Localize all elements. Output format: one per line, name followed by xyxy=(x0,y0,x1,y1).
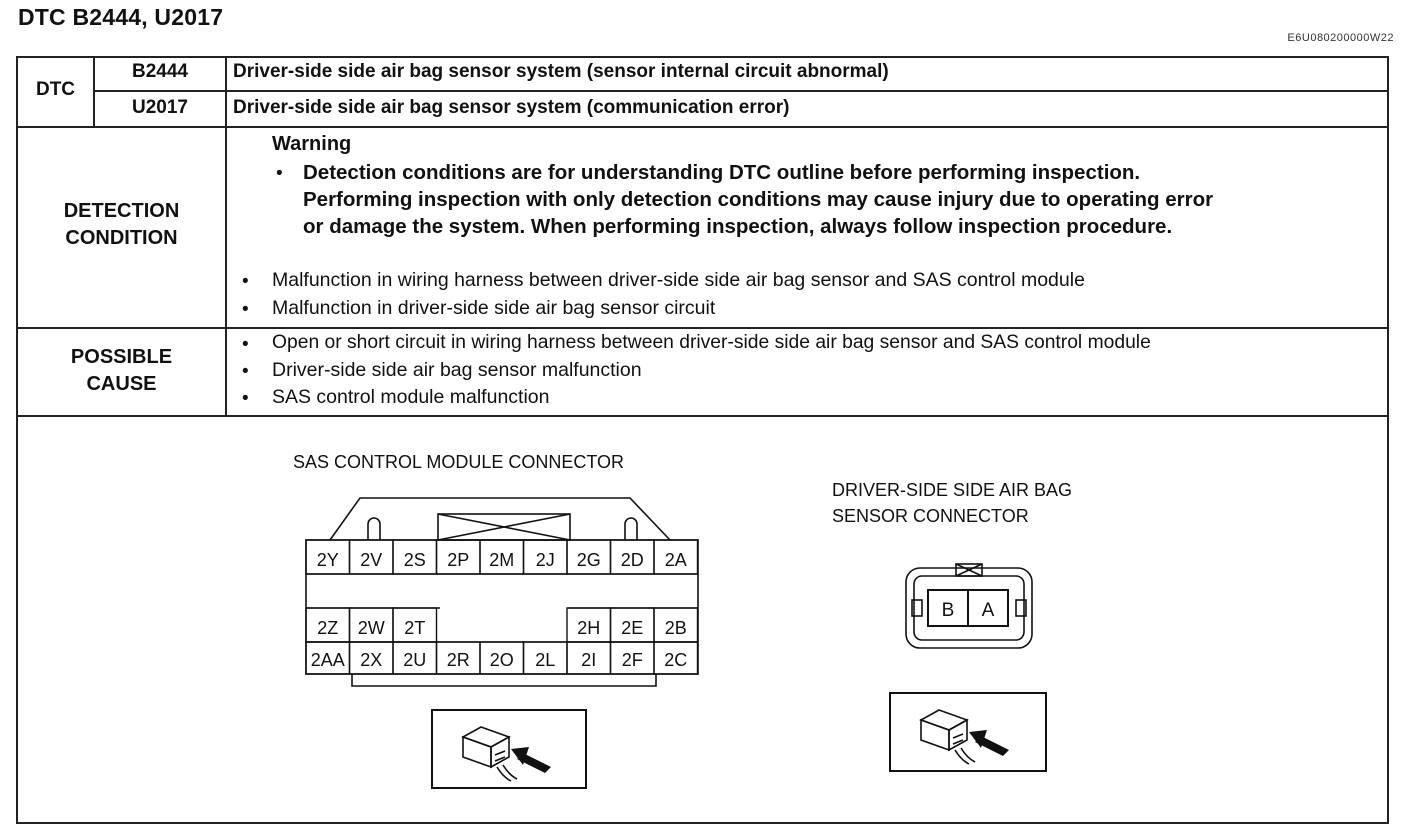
sas-pin-label: 2F xyxy=(621,650,643,670)
sas-pin-label: 2O xyxy=(489,650,514,670)
sas-pin-label: 2R xyxy=(446,650,470,670)
cause-item-1: Open or short circuit in wiring harness between driver-side side air bag sensor and SAS control module xyxy=(272,332,1151,353)
sas-pin-label: 2E xyxy=(621,618,644,638)
sas-pin-label: 2M xyxy=(489,550,515,570)
sas-pin-label: 2Z xyxy=(317,618,339,638)
detection-label-line2: CONDITION xyxy=(65,227,178,249)
row-divider-figure xyxy=(16,415,1389,417)
sas-pin-label: 2W xyxy=(357,618,385,638)
sas-pin-label: 2D xyxy=(620,550,644,570)
cause-label-line1: POSSIBLE xyxy=(70,346,173,368)
sensor-connector-label-line1: DRIVER-SIDE SIDE AIR BAG xyxy=(832,480,1073,500)
connector-view-icon-right xyxy=(889,692,1047,772)
sas-pin-label: 2T xyxy=(404,618,426,638)
sas-connector-diagram xyxy=(290,490,720,690)
row-divider-codes xyxy=(93,90,1389,92)
sas-pin-label: 2C xyxy=(664,650,688,670)
sas-pin-label: 2V xyxy=(360,550,383,570)
sensor-connector-label-line2: SENSOR CONNECTOR xyxy=(832,506,1029,526)
detection-bullet-1: • xyxy=(242,271,249,292)
connector-view-icon-left xyxy=(431,709,587,789)
sas-pin-label: 2B xyxy=(664,618,687,638)
dtc-code-b2444: B2444 xyxy=(132,61,188,82)
sas-pin-label: 2A xyxy=(664,550,687,570)
harness-side-arrow-icon xyxy=(433,711,585,787)
warning-bullet: • xyxy=(276,163,283,184)
sas-pin-label: 2Y xyxy=(316,550,339,570)
warning-text-line1: Detection conditions are for understanding DTC outline before performing inspection. xyxy=(303,161,1141,184)
cause-bullet-2: • xyxy=(242,361,249,382)
detection-bullet-2: • xyxy=(242,299,249,320)
sas-pin-label: 2S xyxy=(403,550,426,570)
dtc-code-u2017: U2017 xyxy=(132,97,188,118)
sas-pin-label: 2G xyxy=(576,550,601,570)
sas-pin-label: 2I xyxy=(581,650,597,670)
col-divider-label xyxy=(225,56,227,416)
warning-text-line3: or damage the system. When performing inspection, always follow inspection procedure. xyxy=(303,215,1173,238)
detection-label-line1: DETECTION xyxy=(63,200,180,222)
sas-pin-label: 2L xyxy=(535,650,556,670)
detection-item-2: Malfunction in driver-side side air bag sensor circuit xyxy=(272,297,716,319)
cause-bullet-3: • xyxy=(242,388,249,409)
dtc-description-u2017: Driver-side side air bag sensor system (communication error) xyxy=(233,97,790,118)
sas-pin-label: 2H xyxy=(577,618,601,638)
sensor-pin-a: A xyxy=(981,600,995,621)
sensor-connector-diagram xyxy=(900,558,1040,658)
sas-pin-label: 2U xyxy=(403,650,427,670)
warning-text-line2: Performing inspection with only detection conditions may cause injury due to operating error xyxy=(303,188,1214,211)
cause-item-3: SAS control module malfunction xyxy=(272,386,550,408)
sensor-pin-b: B xyxy=(941,600,955,621)
dtc-label: DTC xyxy=(35,79,76,100)
detection-item-1: Malfunction in wiring harness between driver-side side air bag sensor and SAS control module xyxy=(272,269,1085,291)
sas-pin-label: 2P xyxy=(447,550,470,570)
sas-pin-label: 2J xyxy=(535,550,555,570)
harness-side-arrow-icon xyxy=(891,694,1045,770)
cause-label-line2: CAUSE xyxy=(86,373,157,395)
document-id: E6U080200000W22 xyxy=(1287,32,1394,44)
sas-pin-label: 2AA xyxy=(310,650,345,670)
row-divider-detection xyxy=(16,126,1389,128)
page-title: DTC B2444, U2017 xyxy=(18,4,224,30)
cause-item-2: Driver-side side air bag sensor malfunction xyxy=(272,359,642,381)
dtc-description-b2444: Driver-side side air bag sensor system (sensor internal circuit abnormal) xyxy=(233,61,889,82)
row-divider-cause xyxy=(16,327,1389,329)
cause-bullet-1: • xyxy=(242,334,249,355)
warning-title: Warning xyxy=(272,133,352,155)
sas-pin-label: 2X xyxy=(360,650,383,670)
sas-connector-label: SAS CONTROL MODULE CONNECTOR xyxy=(293,452,625,472)
